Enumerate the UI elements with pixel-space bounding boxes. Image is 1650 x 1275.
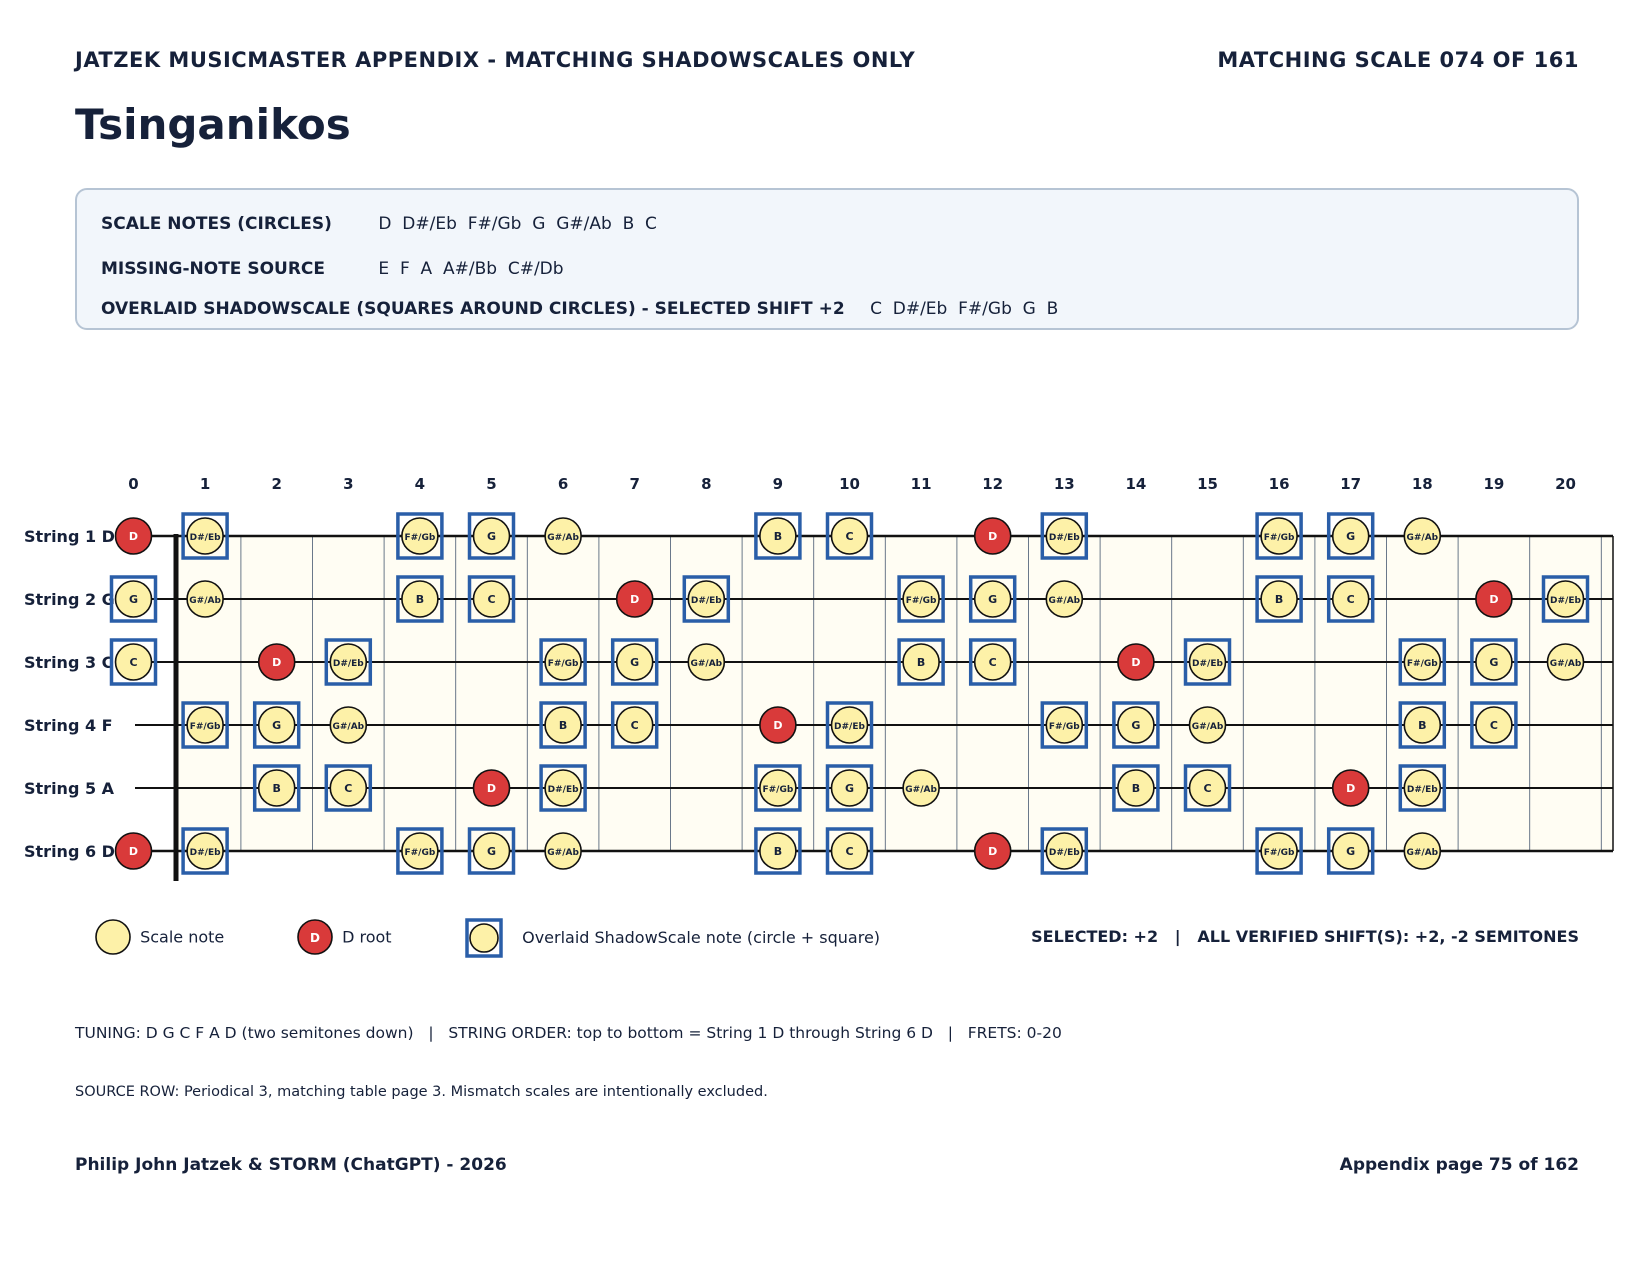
note-label: B: [773, 845, 783, 858]
fret-number: 16: [1268, 475, 1290, 493]
note-label: C: [988, 656, 997, 669]
root-swatch: [297, 918, 337, 958]
note-label: D: [128, 530, 139, 543]
note-label: C: [630, 719, 639, 732]
note-label: D#/Eb: [1550, 596, 1581, 606]
note-label: G#/Ab: [547, 848, 579, 858]
source-info: SOURCE ROW: Periodical 3, matching table page 3. Mismatch scales are intentionally excluded.: [75, 1084, 768, 1100]
fret-number: 19: [1483, 475, 1505, 493]
note-label: G: [1346, 530, 1356, 543]
fret-number: 7: [629, 475, 640, 493]
scale-counter: MATCHING SCALE 074 OF 161: [1217, 48, 1579, 72]
note-label: G: [486, 845, 497, 858]
author-credit: Philip John Jatzek & STORM (ChatGPT) - 2026: [75, 1155, 507, 1175]
scale-notes-value: D D#/Eb F#/Gb G G#/Ab B C: [378, 214, 657, 234]
string-label: String 2 G: [24, 590, 115, 609]
fretboard-background: [176, 536, 1613, 851]
fret-number: 9: [772, 475, 784, 493]
missing-note-row: [101, 259, 564, 279]
note-label: D#/Eb: [1406, 785, 1438, 795]
note-label: D#/Eb: [332, 659, 364, 669]
note-label: D: [128, 845, 139, 858]
scale-note-swatch: [95, 918, 135, 958]
note-label: C: [344, 782, 353, 795]
note-label: C: [845, 845, 854, 858]
legend-overlay: [465, 918, 880, 958]
note-label: B: [1131, 782, 1141, 795]
note-label: D#/Eb: [189, 533, 221, 543]
note-label: C: [1489, 719, 1498, 732]
note-label: G: [1489, 656, 1499, 669]
note-label: D: [773, 719, 783, 732]
string-label: String 4 F: [24, 716, 113, 735]
string-label: String 6 D: [24, 842, 115, 861]
shadowscale-value: C D#/Eb F#/Gb G B: [870, 299, 1059, 319]
note-label: F#/Gb: [547, 659, 579, 669]
fretboard-diagram: [0, 450, 1650, 890]
fret-number: 14: [1125, 475, 1147, 493]
note-label: D#/Eb: [1048, 848, 1080, 858]
note-label: F#/Gb: [1406, 659, 1438, 669]
scale-notes-row: [101, 214, 657, 234]
note-label: F#/Gb: [404, 848, 436, 858]
fret-number: 5: [486, 475, 497, 493]
appendix-header: JATZEK MUSICMASTER APPENDIX - MATCHING SHADOWSCALES ONLY: [75, 48, 916, 72]
note-label: G: [1131, 719, 1141, 732]
fret-number: 4: [414, 475, 426, 493]
scale-notes-label: SCALE NOTES (CIRCLES): [101, 214, 332, 234]
legend-overlay-label: Overlaid ShadowScale note (circle + square): [522, 927, 881, 947]
note-label: G: [272, 719, 282, 732]
fret-number: 1: [199, 475, 211, 493]
note-label: F#/Gb: [1048, 722, 1080, 732]
fret-number: 17: [1340, 475, 1362, 493]
fret-number: 11: [910, 475, 932, 493]
root-swatch-letter: D: [310, 931, 320, 945]
note-label: B: [1418, 719, 1427, 732]
note-label: D: [630, 593, 640, 606]
note-label: F#/Gb: [189, 722, 221, 732]
string-label: String 1 D: [24, 527, 115, 546]
note-label: F#/Gb: [404, 533, 436, 543]
note-label: G#/Ab: [547, 533, 579, 543]
note-label: D: [1489, 593, 1499, 606]
note-label: D#/Eb: [690, 596, 722, 606]
note-label: C: [845, 530, 854, 543]
shadowscale-row: [101, 299, 1058, 319]
fret-number: 6: [557, 475, 569, 493]
note-label: B: [1274, 593, 1284, 606]
note-label: C: [129, 656, 138, 669]
note-label: F#/Gb: [1263, 848, 1295, 858]
note-label: B: [415, 593, 425, 606]
note-label: D: [1131, 656, 1141, 669]
note-label: G#/Ab: [905, 785, 937, 795]
note-label: C: [487, 593, 496, 606]
scale-info-box: [75, 188, 1579, 330]
fret-number: 8: [701, 475, 712, 493]
legend-root-label: D root: [342, 927, 392, 947]
note-label: F#/Gb: [905, 596, 937, 606]
page-number: Appendix page 75 of 162: [1339, 1155, 1579, 1175]
note-label: D#/Eb: [1048, 533, 1080, 543]
note-label: C: [1346, 593, 1355, 606]
shadowscale-label: OVERLAID SHADOWSCALE (SQUARES AROUND CIRCLES) - SELECTED SHIFT +2: [101, 299, 845, 319]
note-label: G#/Ab: [690, 659, 723, 669]
note-label: B: [916, 656, 926, 669]
fret-number: 13: [1053, 475, 1075, 493]
legend-scale-note-label: Scale note: [140, 927, 225, 947]
page-title: Tsinganikos: [75, 100, 351, 149]
note-label: D: [988, 845, 998, 858]
fret-number: 10: [839, 475, 860, 493]
note-label: D#/Eb: [834, 722, 865, 732]
legend-root: [297, 918, 392, 958]
missing-note-label: MISSING-NOTE SOURCE: [101, 259, 326, 279]
note-label: G#/Ab: [1048, 596, 1081, 606]
shift-summary: SELECTED: +2 | ALL VERIFIED SHIFT(S): +2, -2 SEMITONES: [1031, 927, 1579, 946]
note-label: B: [773, 530, 783, 543]
fret-number: 3: [343, 475, 354, 493]
overlay-swatch: [465, 918, 505, 958]
note-label: D#/Eb: [189, 848, 221, 858]
note-label: G#/Ab: [1549, 659, 1582, 669]
string-label: String 5 A: [24, 779, 115, 798]
note-label: F#/Gb: [762, 785, 794, 795]
note-label: G: [128, 593, 139, 606]
note-label: G#/Ab: [1191, 722, 1224, 732]
legend-scale-note: [95, 918, 224, 958]
fret-number: 18: [1411, 475, 1433, 493]
note-label: G: [1346, 845, 1356, 858]
note-label: D#/Eb: [1192, 659, 1223, 669]
fret-number: 15: [1197, 475, 1218, 493]
note-label: G#/Ab: [1406, 533, 1439, 543]
fret-number: 20: [1555, 475, 1576, 493]
fret-number: 0: [128, 475, 139, 493]
string-label: String 3 C: [24, 653, 114, 672]
note-label: G#/Ab: [1406, 848, 1439, 858]
note-label: C: [1203, 782, 1212, 795]
note-label: D: [1346, 782, 1356, 795]
fret-number: 2: [271, 475, 282, 493]
note-label: B: [272, 782, 281, 795]
missing-note-value: E F A A#/Bb C#/Db: [378, 259, 564, 279]
note-label: G: [844, 782, 855, 795]
note-label: G: [988, 593, 998, 606]
note-label: D: [486, 782, 497, 795]
note-label: G#/Ab: [332, 722, 365, 732]
note-label: G: [486, 530, 497, 543]
tuning-info: TUNING: D G C F A D (two semitones down) | STRING ORDER: top to bottom = String 1 D through String 6 D | FRETS: 0-20: [75, 1024, 1062, 1042]
note-label: B: [558, 719, 568, 732]
note-label: D#/Eb: [547, 785, 579, 795]
note-label: G#/Ab: [189, 596, 221, 606]
note-label: G: [630, 656, 640, 669]
note-label: D: [272, 656, 282, 669]
note-label: F#/Gb: [1263, 533, 1295, 543]
note-label: D: [988, 530, 998, 543]
fret-number: 12: [982, 475, 1004, 493]
